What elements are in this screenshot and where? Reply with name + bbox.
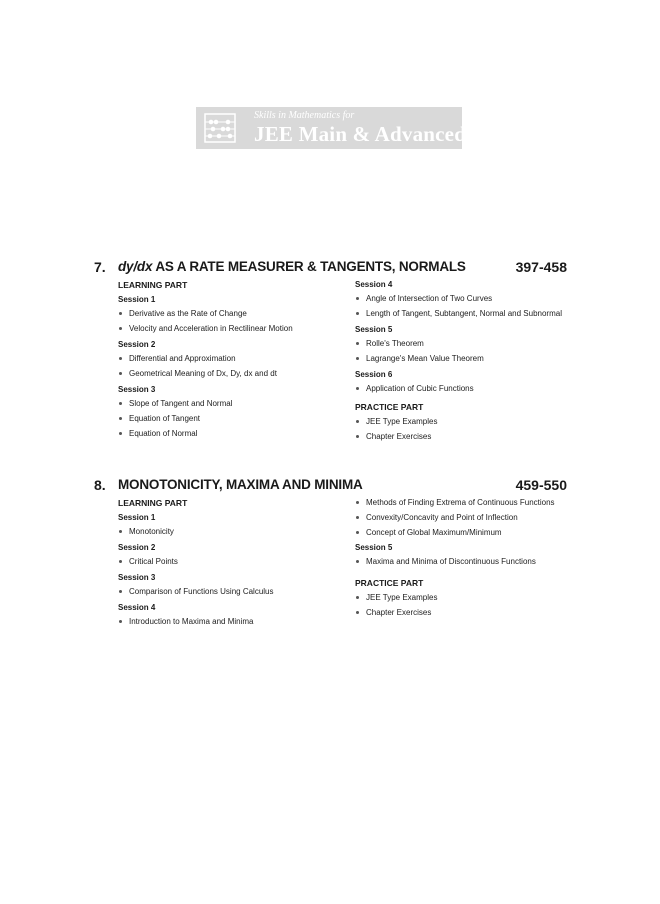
chapter-page-range: 459-550 (515, 477, 567, 493)
session-heading: Session 6 (355, 370, 393, 379)
chapter-left-column (118, 497, 328, 631)
session-topic-list (118, 398, 328, 439)
session-topic-list (355, 383, 565, 394)
session-heading: Session 3 (118, 385, 156, 394)
session-topic-list (118, 616, 328, 627)
session-heading: Session 1 (118, 513, 156, 522)
topic-item: Concept of Global Maximum/Minimum (355, 527, 565, 538)
abacus-icon (204, 113, 236, 143)
topic-item: Equation of Tangent (118, 413, 328, 424)
session-topic-list (118, 308, 328, 334)
session-topic-list (118, 353, 328, 379)
chapter-right-column (355, 497, 565, 622)
learning-part-heading: LEARNING PART (118, 498, 188, 508)
chapter-number: 7. (94, 259, 106, 275)
topic-item: Lagrange's Mean Value Theorem (355, 353, 565, 364)
session-heading: Session 5 (355, 543, 393, 552)
topic-item: Critical Points (118, 556, 328, 567)
session-heading: Session 2 (118, 340, 156, 349)
practice-item: Chapter Exercises (355, 431, 565, 442)
topic-item: Geometrical Meaning of Dx, Dy, dx and dt (118, 368, 328, 379)
chapter-title-italic: dy/dx (118, 259, 153, 274)
session-topic-list (118, 556, 328, 567)
topic-item: Introduction to Maxima and Minima (118, 616, 328, 627)
session-heading: Session 2 (118, 543, 156, 552)
chapter-number: 8. (94, 477, 106, 493)
practice-part-heading: PRACTICE PART (355, 578, 424, 588)
session-topic-list (118, 526, 328, 537)
session-heading: Session 3 (118, 573, 156, 582)
topic-item: Slope of Tangent and Normal (118, 398, 328, 409)
chapter-left-column (118, 279, 328, 443)
book-logo-banner (196, 107, 467, 149)
session-topic-list (355, 338, 565, 364)
topic-item: Comparison of Functions Using Calculus (118, 586, 328, 597)
learning-part-heading: LEARNING PART (118, 280, 188, 290)
session-topic-list-continued (355, 497, 565, 538)
topic-item: Angle of Intersection of Two Curves (355, 293, 565, 304)
chapter-title-rest: AS A RATE MEASURER & TANGENTS, NORMALS (152, 259, 466, 274)
practice-item: JEE Type Examples (355, 416, 565, 427)
topic-item: Maxima and Minima of Discontinuous Functions (355, 556, 565, 567)
practice-item: JEE Type Examples (355, 592, 565, 603)
session-heading: Session 4 (355, 280, 393, 289)
topic-item: Length of Tangent, Subtangent, Normal and Subnormal (355, 308, 565, 319)
topic-item: Derivative as the Rate of Change (118, 308, 328, 319)
session-topic-list (118, 586, 328, 597)
session-heading: Session 1 (118, 295, 156, 304)
session-heading: Session 4 (118, 603, 156, 612)
chapter-right-column (355, 279, 565, 446)
chapter-page-range: 397-458 (515, 259, 567, 275)
session-topic-list (355, 556, 565, 567)
session-heading: Session 5 (355, 325, 393, 334)
topic-item: Methods of Finding Extrema of Continuous Functions (355, 497, 565, 508)
topic-item: Convexity/Concavity and Point of Inflection (355, 512, 565, 523)
session-topic-list (355, 293, 565, 319)
chapter-title[interactable] (118, 259, 466, 274)
logo-subtitle: Skills in Mathematics for (254, 110, 355, 121)
topic-item: Equation of Normal (118, 428, 328, 439)
topic-item: Monotonicity (118, 526, 328, 537)
logo-title: JEE Main & Advanced (254, 122, 467, 146)
practice-item-list (355, 592, 565, 618)
practice-item: Chapter Exercises (355, 607, 565, 618)
topic-item: Application of Cubic Functions (355, 383, 565, 394)
practice-item-list (355, 416, 565, 442)
topic-item: Velocity and Acceleration in Rectilinear Motion (118, 323, 328, 334)
chapter-title[interactable]: MONOTONICITY, MAXIMA AND MINIMA (118, 477, 363, 492)
topic-item: Differential and Approximation (118, 353, 328, 364)
topic-item: Rolle's Theorem (355, 338, 565, 349)
practice-part-heading: PRACTICE PART (355, 402, 424, 412)
